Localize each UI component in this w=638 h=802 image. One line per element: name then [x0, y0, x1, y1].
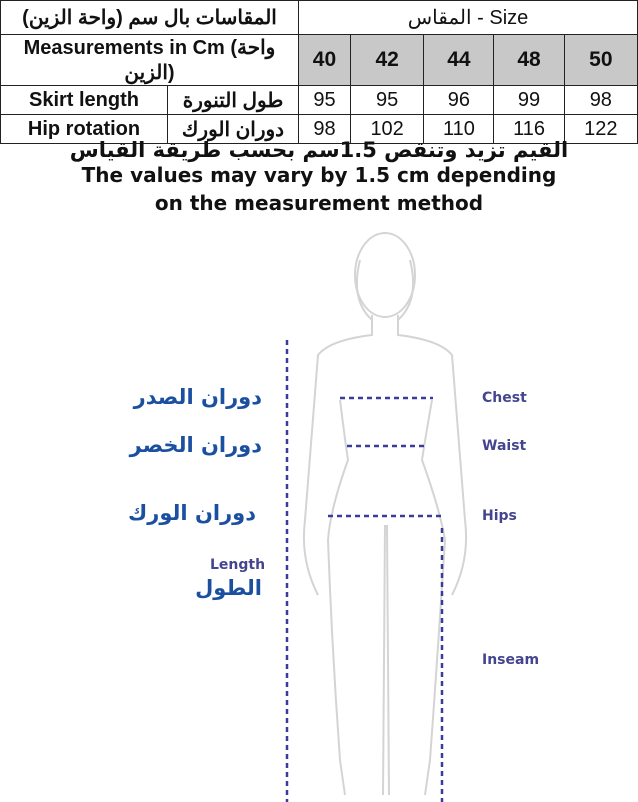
measure-lines [287, 340, 445, 802]
size-col: 40 [299, 35, 351, 86]
chest-en-label: Chest [482, 390, 527, 406]
size-col: 42 [350, 35, 423, 86]
cell: 116 [494, 115, 564, 144]
size-col: 50 [564, 35, 637, 86]
cell: 98 [299, 115, 351, 144]
cell: 95 [350, 86, 423, 115]
cell: 102 [350, 115, 423, 144]
hips-ar-label: دوران الورك [128, 501, 256, 525]
measurements-label: Measurements in Cm (واحة الزين) [1, 35, 299, 86]
waist-ar-label: دوران الخصر [129, 433, 262, 457]
inseam-en-label: Inseam [482, 652, 540, 668]
length-ar-label: الطول [195, 576, 262, 600]
row-label-ar: طول التنورة [168, 86, 299, 115]
size-col: 48 [494, 35, 564, 86]
cell: 122 [564, 115, 637, 144]
chest-ar-label: دوران الصدر [133, 385, 262, 409]
length-en-label: Length [210, 557, 266, 573]
note-en-1: The values may vary by 1.5 cm depending [81, 163, 557, 187]
row-label-en: Skirt length [1, 86, 168, 115]
waist-en-label: Waist [482, 438, 527, 454]
cell: 98 [564, 86, 637, 115]
row-label-en: Hip rotation [1, 115, 168, 144]
table-title: المقاسات بال سم (واحة الزين) [1, 1, 299, 35]
cell: 96 [424, 86, 494, 115]
size-col: 44 [424, 35, 494, 86]
cell: 110 [424, 115, 494, 144]
note-en-2: on the measurement method [154, 191, 484, 215]
cell: 95 [299, 86, 351, 115]
note-ar: القيم تزيد وتنقص 1.5سم بحسب طريقة القياس [69, 138, 569, 162]
row-label-ar: دوران الورك [168, 115, 299, 144]
cell: 99 [494, 86, 564, 115]
size-header: المقاس - Size [299, 1, 638, 35]
hips-en-label: Hips [482, 508, 517, 524]
